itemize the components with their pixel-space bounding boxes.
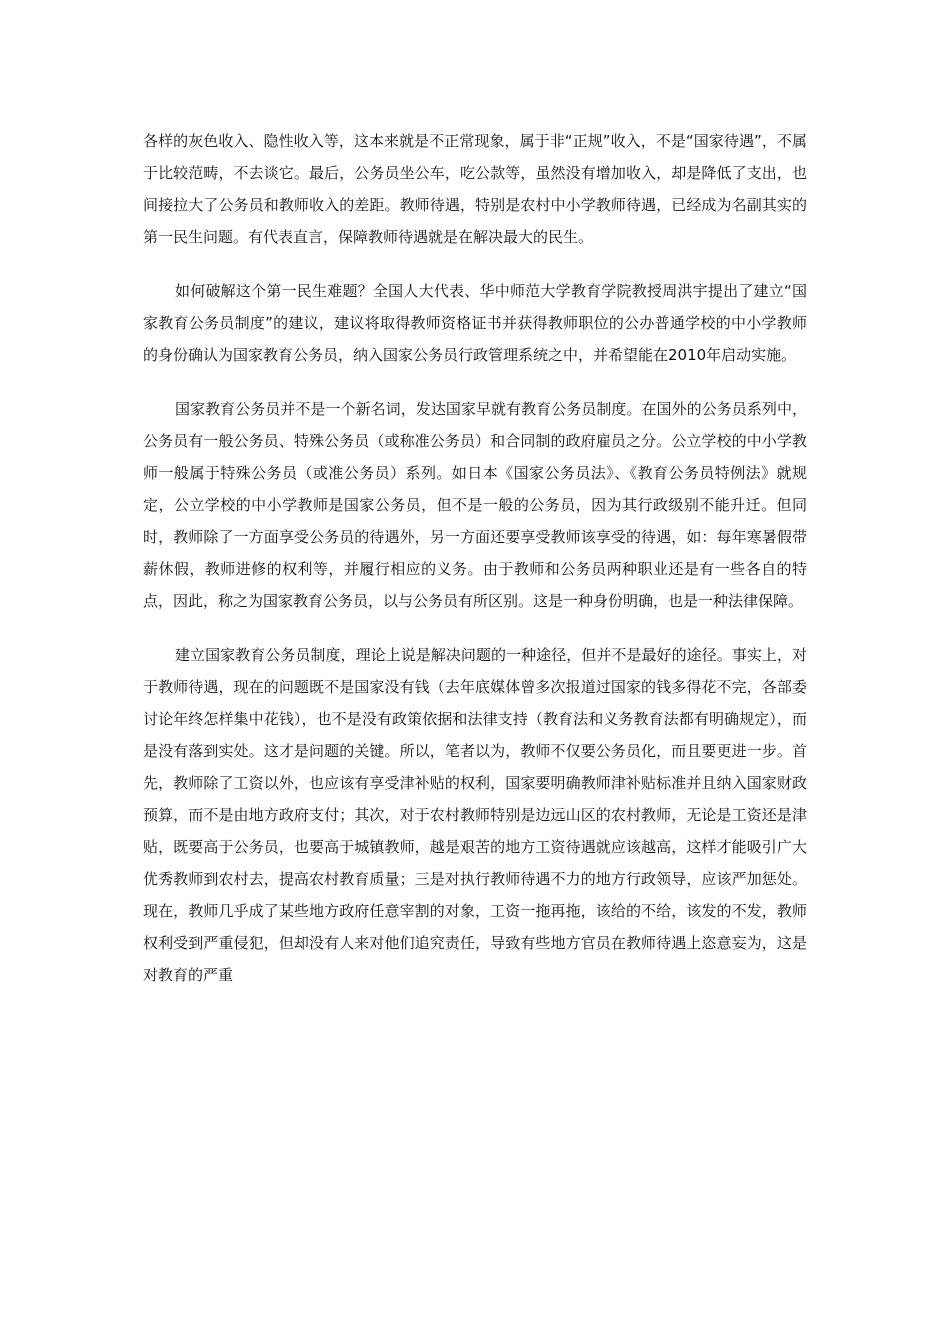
paragraph-analysis: 建立国家教育公务员制度，理论上说是解决问题的一种途径，但并不是最好的途径。事实上，对于教师待遇，现在的问题既不是国家没有钱（去年底媒体曾多次报道过国家的钱多得花不完，各部委讨论年终怎样集中花钱），也不是没有政策依据和法律支持（教育法和义务教育法都有明确规定），而是没有落到实处。这才是问题的关键。所以，笔者以为，教师不仅要公务员化，而且要更进一步。首先，教师除了工资以外，也应该有享受津补贴的权利，国家要明确教师津补贴标准并且纳入国家财政预算，而不是由地方政府支付；其次，对于农村教师特别是边远山区的农村教师，无论是工资还是津贴，既要高于公务员，也要高于城镇教师，越是艰苦的地方工资待遇就应该越高，这样才能吸引广大优秀教师到农村去，提高农村教育质量；三是对执行教师待遇不力的地方行政领导，应该严加惩处。现在，教师几乎成了某些地方政府任意宰割的对象，工资一拖再拖，该给的不给，该发的不发，教师权利受到严重侵犯，但却没有人来对他们追究责任，导致有些地方官员在教师待遇上恣意妄为，这是对教育的严重 <box>143 646 807 984</box>
paragraph-continuation: 各样的灰色收入、隐性收入等，这本来就是不正常现象，属于非“正规”收入，不是“国家待遇”，不属于比较范畴，不去谈它。最后，公务员坐公车，吃公款等，虽然没有增加收入，却是降低了支出，也间接拉大了公务员和教师收入的差距。教师待遇，特别是农村中小学教师待遇，已经成为名副其实的第一民生问题。有代表直言，保障教师待遇就是在解决最大的民生。 <box>143 132 807 246</box>
article-body <box>143 125 807 991</box>
paragraph-proposal: 如何破解这个第一民生难题？全国人大代表、华中师范大学教育学院教授周洪宇提出了建立“国家教育公务员制度”的建议，建议将取得教师资格证书并获得教师职位的公办普通学校的中小学教师的身份确认为国家教育公务员，纳入国家公务员行政管理系统之中，并希望能在2010年启动实施。 <box>143 282 807 364</box>
paragraph-background: 国家教育公务员并不是一个新名词，发达国家早就有教育公务员制度。在国外的公务员系列中，公务员有一般公务员、特殊公务员（或称准公务员）和合同制的政府雇员之分。公立学校的中小学教师一般属于特殊公务员（或准公务员）系列。如日本《国家公务员法》、《教育公务员特例法》就规定，公立学校的中小学教师是国家公务员，但不是一般的公务员，因为其行政级别不能升迁。但同时，教师除了一方面享受公务员的待遇外，另一方面还要享受教师该享受的待遇，如：每年寒暑假带薪休假，教师进修的权利等，并履行相应的义务。由于教师和公务员两种职业还是有一些各自的特点，因此，称之为国家教育公务员，以与公务员有所区别。这是一种身份明确，也是一种法律保障。 <box>143 400 807 610</box>
